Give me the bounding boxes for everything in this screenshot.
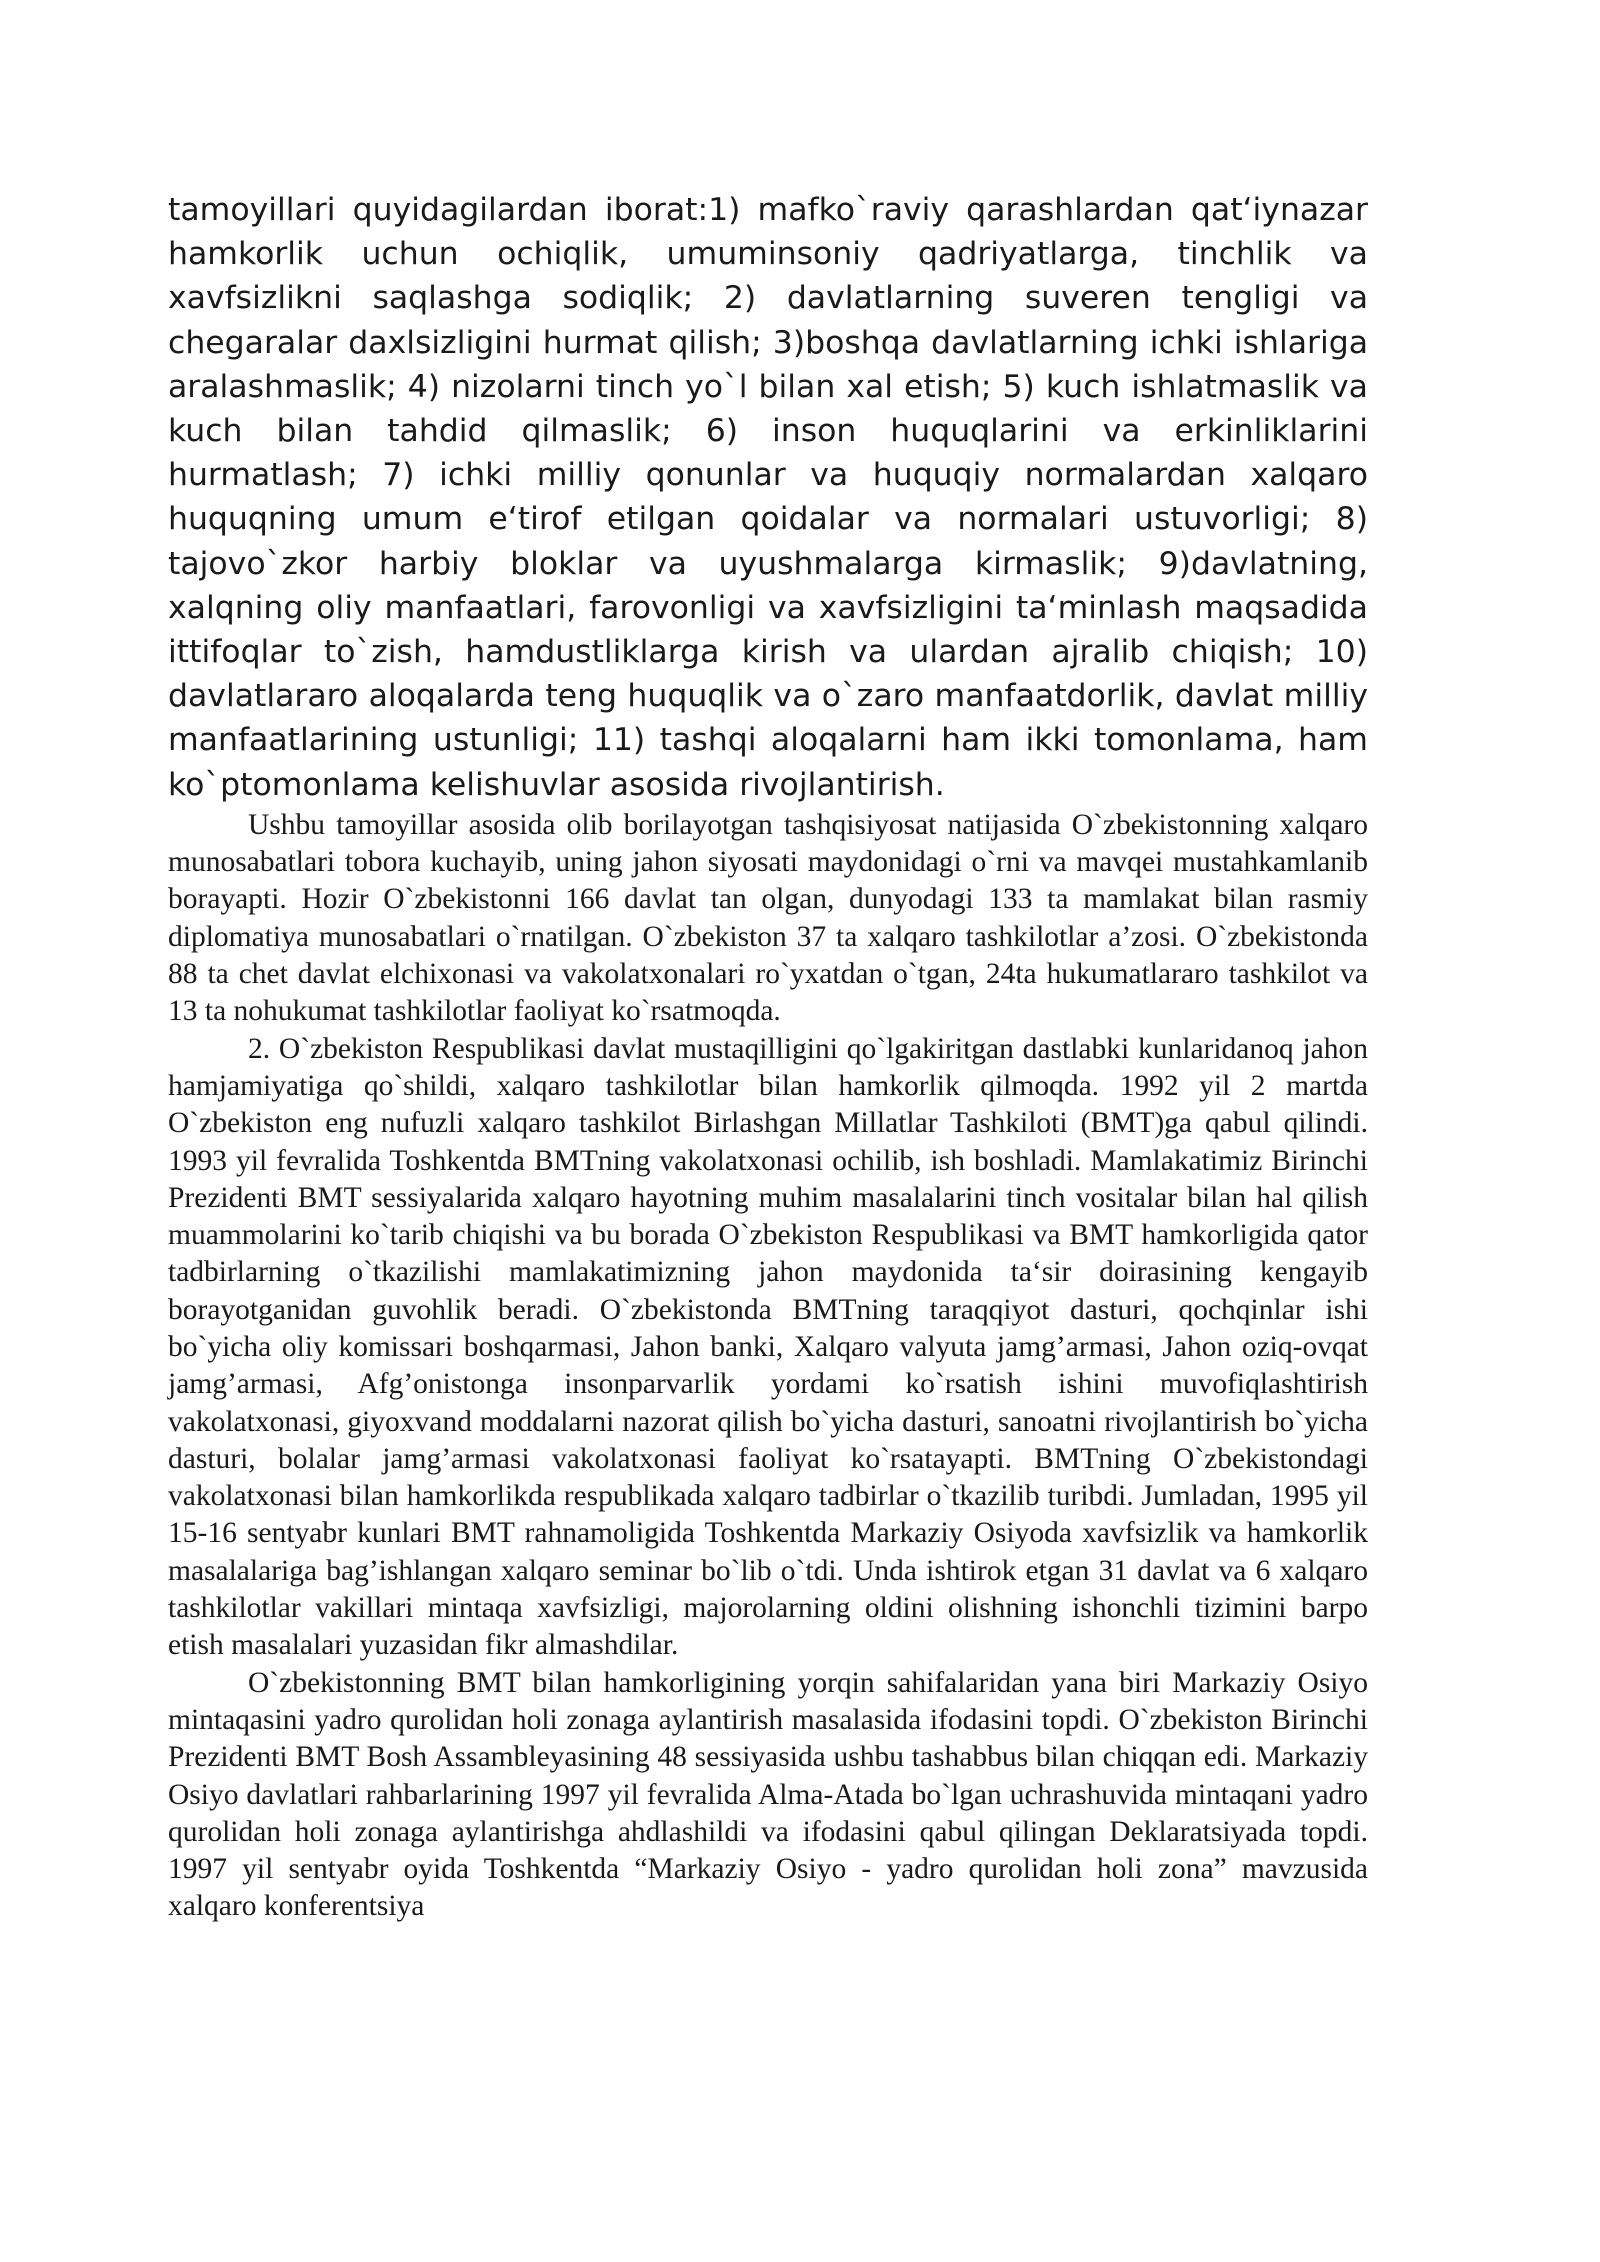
nuclear-free-zone-paragraph: O`zbekistonning BMT bilan hamkorligining yorqin sahifalaridan yana biri Markaziy Osiyo mintaqasini yadro qurolidan holi zonaga aylantirish masalasida ifodasini topdi. O`zbekiston Birinchi Prezidenti BMT Bosh Assambleyasining 48 sessiyasida ushbu tashabbus bilan chiqqan edi. Markaziy Osiyo davlatlari rahbarlarining 1997 yil fevralida Alma-Atada bo`lgan uchrashuvida mintaqani yadro qurolidan holi zonaga aylantirishga ahdlashildi va ifodasini qabul qilingan Deklaratsiyada topdi. 1997 yil sentyabr oyida Toshkentda “Markaziy Osiyo - yadro qurolidan holi zona” mavzusida xalqaro konferentsiya [168,1666,1368,1923]
document-page [168,188,1368,1926]
un-membership-paragraph: 2. O`zbekiston Respublikasi davlat mustaqilligini qo`lgakiritgan dastlabki kunlaridanoq jahon hamjamiyatiga qo`shildi, xalqaro tashkilotlar bilan hamkorlik qilmoqda. 1992 yil 2 martda O`zbekiston eng nufuzli xalqaro tashkilot Birlashgan Millatlar Tashkiloti (BMT)ga qabul qilindi. 1993 yil fevralida Toshkentda BMTning vakolatxonasi ochilib, ish boshladi. Mamlakatimiz Birinchi Prezidenti BMT sessiyalarida xalqaro hayotning muhim masalalarini tinch vositalar bilan hal qilish muammolarini ko`tarib chiqishi va bu borada O`zbekiston Respublikasi va BMT hamkorligida qator tadbirlarning o`tkazilishi mamlakatimizning jahon maydonida ta‘sir doirasining kengayib borayotganidan guvohlik beradi. O`zbekistonda BMTning taraqqiyot dasturi, qochqinlar ishi bo`yicha oliy komissari boshqarmasi, Jahon banki, Xalqaro valyuta jamg’armasi, Jahon oziq-ovqat jamg’armasi, Afg’onistonga insonparvarlik yordami ko`rsatish ishini muvofiqlashtirish vakolatxonasi, giyoxvand moddalarni nazorat qilish bo`yicha dasturi, sanoatni rivojlantirish bo`yicha dasturi, bolalar jamg’armasi vakolatxonasi faoliyat ko`rsatayapti. BMTning O`zbekistondagi vakolatxonasi bilan hamkorlikda respublikada xalqaro tadbirlar o`tkazilib turibdi. Jumladan, 1995 yil 15-16 sentyabr kunlari BMT rahnamoligida Toshkentda Markaziy Osiyoda xavfsizlik va hamkorlik masalalariga bag’ishlangan xalqaro seminar bo`lib o`tdi. Unda ishtirok etgan 31 davlat va 6 xalqaro tashkilotlar vakillari mintaqa xavfsizligi, majorolarning oldini olishning ishonchli tizimini barpo etish masalalari yuzasidan fikr almashdilar. [168,1032,1368,1662]
principles-paragraph: tamoyillari quyidagilardan iborat:1) mafko`raviy qarashlardan qat‘iynazar hamkorlik uchun ochiqlik, umuminsoniy qadriyatlarga, tinchlik va xavfsizlikni saqlashga sodiqlik; 2) davlatlarning suveren tengligi va chegaralar daxlsizligini hurmat qilish; 3)boshqa davlatlarning ichki ishlariga aralashmaslik; 4) nizolarni tinch yo`l bilan xal etish; 5) kuch ishlatmaslik va kuch bilan tahdid qilmaslik; 6) inson huquqlarini va erkinliklarini hurmatlash; 7) ichki milliy qonunlar va huquqiy normalardan xalqaro huquqning umum e‘tirof etilgan qoidalar va normalari ustuvorligi; 8) tajovo`zkor harbiy bloklar va uyushmalarga kirmaslik; 9)davlatning, xalqning oliy manfaatlari, farovonligi va xavfsizligini ta‘minlash maqsadida ittifoqlar to`zish, hamdustliklarga kirish va ulardan ajralib chiqish; 10) davlatlararo aloqalarda teng huquqlik va o`zaro manfaatdorlik, davlat milliy manfaatlarining ustunligi; 11) tashqi aloqalarni ham ikki tomonlama, ham ko`ptomonlama kelishuvlar asosida rivojlantirish. [168,192,1368,803]
foreign-policy-paragraph: Ushbu tamoyillar asosida olib borilayotgan tashqisiyosat natijasida O`zbekistonning xalqaro munosabatlari tobora kuchayib, uning jahon siyosati maydonidagi o`rni va mavqei mustahkamlanib borayapti. Hozir O`zbekistonni 166 davlat tan olgan, dunyodagi 133 ta mamlakat bilan rasmiy diplomatiya munosabatlari o`rnatilgan. O`zbekiston 37 ta xalqaro tashkilotlar a’zosi. O`zbekistonda 88 ta chet davlat elchixonasi va vakolatxonalari ro`yxatdan o`tgan, 24ta hukumatlararo tashkilot va 13 ta nohukumat tashkilotlar faoliyat ko`rsatmoqda. [168,808,1368,1028]
